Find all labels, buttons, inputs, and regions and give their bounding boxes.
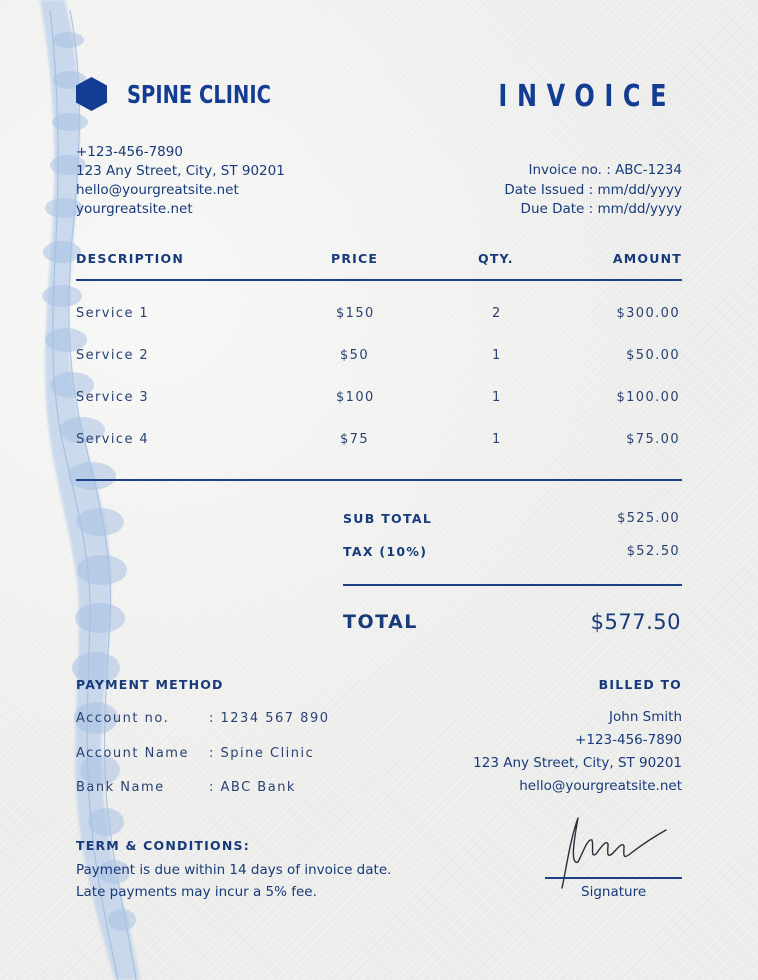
row-amount: $50.00 <box>626 348 680 363</box>
subtotal-value: $525.00 <box>617 511 680 526</box>
row-qty: 1 <box>492 390 502 405</box>
account-name-label: Account Name <box>76 746 189 761</box>
row-price: $75 <box>340 432 370 447</box>
billed-to-phone: +123-456-7890 <box>575 732 682 748</box>
invoice-meta <box>504 161 682 220</box>
terms-heading: TERM & CONDITIONS: <box>76 838 250 853</box>
row-qty: 1 <box>492 432 502 447</box>
payment-method-heading: PAYMENT METHOD <box>76 677 224 692</box>
billed-to-name: John Smith <box>609 709 682 725</box>
brand-name: SPINE CLINIC <box>127 80 271 109</box>
header-divider <box>76 279 682 281</box>
row-amount: $300.00 <box>616 306 680 321</box>
sender-website: yourgreatsite.net <box>76 201 193 217</box>
sender-contact <box>76 143 285 219</box>
account-name-value: : Spine Clinic <box>209 746 315 761</box>
row-description: Service 1 <box>76 306 150 321</box>
row-amount: $75.00 <box>626 432 680 447</box>
subtotal-label: SUB TOTAL <box>343 511 433 526</box>
row-qty: 2 <box>492 306 502 321</box>
date-issued: Date Issued : mm/dd/yyyy <box>504 181 682 198</box>
row-amount: $100.00 <box>616 390 680 405</box>
totals-divider <box>343 584 682 586</box>
account-no-label: Account no. <box>76 711 170 726</box>
terms-line: Payment is due within 14 days of invoice date. <box>76 862 392 878</box>
row-description: Service 3 <box>76 390 150 405</box>
account-no-value: : 1234 567 890 <box>209 711 330 726</box>
hexagon-icon <box>76 77 107 111</box>
billed-to-heading: BILLED TO <box>598 677 682 692</box>
column-header-qty: QTY. <box>478 251 514 266</box>
column-header-price: PRICE <box>331 251 379 266</box>
sender-address: 123 Any Street, City, ST 90201 <box>76 163 285 179</box>
signature-line <box>545 877 682 879</box>
document-title: INVOICE <box>498 79 676 114</box>
row-price: $150 <box>336 306 375 321</box>
due-date: Due Date : mm/dd/yyyy <box>520 201 682 217</box>
signature-scribble <box>548 810 674 892</box>
row-qty: 1 <box>492 348 502 363</box>
column-header-description: DESCRIPTION <box>76 251 184 266</box>
terms-line: Late payments may incur a 5% fee. <box>76 884 317 900</box>
invoice-number: Invoice no. : ABC-1234 <box>528 162 682 178</box>
row-description: Service 4 <box>76 432 150 447</box>
total-label: TOTAL <box>343 611 418 633</box>
row-price: $50 <box>340 348 370 363</box>
signature-label: Signature <box>581 884 647 900</box>
column-header-amount: AMOUNT <box>612 251 682 266</box>
tax-value: $52.50 <box>626 544 680 559</box>
total-value: $577.50 <box>590 610 681 634</box>
sender-email: hello@yourgreatsite.net <box>76 182 239 198</box>
sender-phone: +123-456-7890 <box>76 144 183 160</box>
billed-to-email: hello@yourgreatsite.net <box>519 778 682 794</box>
tax-label: TAX (10%) <box>343 544 428 559</box>
table-bottom-divider <box>76 479 682 481</box>
bank-name-label: Bank Name <box>76 780 165 795</box>
row-price: $100 <box>336 390 375 405</box>
billed-to-address: 123 Any Street, City, ST 90201 <box>473 755 682 771</box>
bank-name-value: : ABC Bank <box>209 780 296 795</box>
terms-text <box>76 859 391 903</box>
row-description: Service 2 <box>76 348 150 363</box>
